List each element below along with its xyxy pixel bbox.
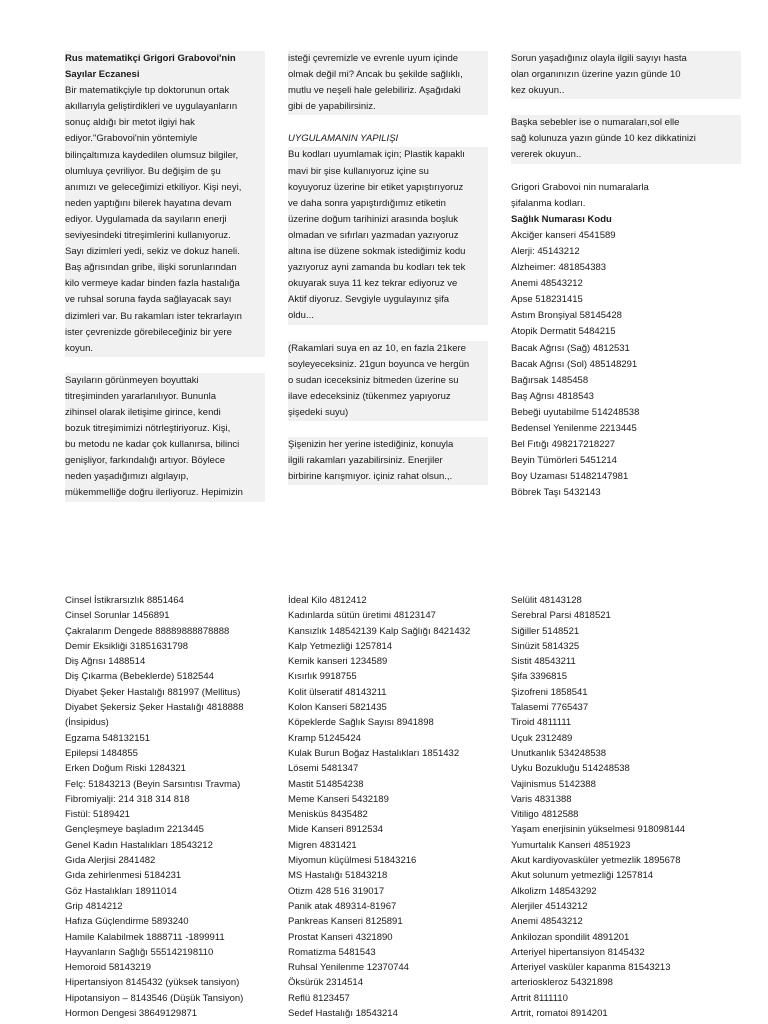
list-item: Erken Doğum Riski 1284321 [65, 763, 186, 775]
organ-paragraph [511, 51, 741, 99]
list-item: Diş Ağrısı 1488514 [65, 656, 146, 668]
list-item: Reflü 8123457 [288, 992, 350, 1004]
list-item: Hamile Kalabilmek 1888711 -1899911 [65, 931, 225, 943]
list-item: Otizm 428 516 319017 [288, 885, 385, 897]
text-line: akıllarıyla geliştirdikleri ve uygulayanların [65, 99, 265, 115]
list-item: Diş Çıkarma (Bebeklerde) 5182544 [65, 671, 214, 683]
list-item: Kolon Kanseri 5821435 [288, 702, 387, 714]
list-item: Şizofreni 1858541 [511, 686, 588, 698]
text-line: Aktif diyoruz. Sevgiyle uygulayınız şifa [288, 292, 488, 308]
text-line: altına ise düzene sokmak istediğimiz kodu [288, 244, 488, 260]
list-item: Alkolizm 148543292 [511, 885, 597, 897]
list-item: Hayvanların Sağlığı 555142198110 [65, 946, 214, 958]
text-line: Sayıların görünmeyen boyuttaki [65, 373, 265, 389]
list-item: Akciğer kanseri 4541589 [511, 229, 616, 241]
text-line: şifalanma kodları. [511, 197, 586, 209]
list-item: Şifa 3396815 [511, 671, 567, 683]
list-item: Kadınlarda sütün üretimi 48123147 [288, 610, 436, 622]
dosage-paragraph [288, 341, 488, 421]
column-3-bottom-list [511, 593, 741, 1021]
intro-title [65, 51, 265, 83]
application-paragraph [288, 147, 488, 324]
text-line: neden yaşadığımızı algılayıp, [65, 469, 265, 485]
list-item: Gıda Alerjisi 2841482 [65, 855, 156, 867]
list-heading: Sağlık Numarası Kodu [511, 213, 612, 225]
list-item: Mastit 514854238 [288, 778, 364, 790]
list-item: Kalp Yetmezliği 1257814 [288, 640, 393, 652]
text-line: ister çevrenizde görebileceğiniz bir yere [65, 325, 265, 341]
text-line: o sudan iceceksiniz bitmeden üzerine su [288, 373, 488, 389]
list-item: Ankilozan spondilit 4891201 [511, 931, 630, 943]
list-item: Arteriyel hipertansiyon 8145432 [511, 946, 645, 958]
list-item: Egzama 548132151 [65, 732, 151, 744]
list-item: Romatizma 5481543 [288, 946, 376, 958]
list-item: Epilepsi 1484855 [65, 747, 138, 759]
list-item: Bağırsak 1485458 [511, 374, 589, 386]
text-line: sağ kolunuza yazın günde 10 kez dikkatinizi [511, 131, 741, 147]
list-item: Köpeklerde Sağlık Sayısı 8941898 [288, 717, 434, 729]
text-line: (Rakamlari suya en az 10, en fazla 21kere [288, 341, 488, 357]
list-item: Atopik Dermatit 5484215 [511, 326, 616, 338]
list-item: Hipotansiyon – 8143546 (Düşük Tansiyon) [65, 992, 244, 1004]
list-item: Fibromiyalji: 214 318 314 818 [65, 793, 190, 805]
application-section [288, 131, 488, 147]
text-line: dizimleri var. Bu rakamları ister tekrarlayın [65, 309, 265, 325]
list-item: (İnsipidus) [65, 717, 109, 729]
list-item: Anemi 48543212 [511, 278, 583, 290]
text-line: olan organınızın üzerine yazın günde 10 [511, 67, 741, 83]
list-item: Alerji: 45143212 [511, 245, 580, 257]
list-item: Panik atak 489314-81967 [288, 900, 397, 912]
list-item: Arteriyel vasküler kapanma 81543213 [511, 962, 671, 974]
list-item: Uçuk 2312489 [511, 732, 573, 744]
list-item: Sedef Hastalığı 18543214 [288, 1008, 398, 1020]
list-item: Kramp 51245424 [288, 732, 361, 744]
list-item: Boy Uzaması 51482147981 [511, 471, 629, 483]
list-item: Migren 4831421 [288, 839, 357, 851]
list-item: Artrit 8111110 [511, 992, 568, 1004]
list-item: Bedensel Yenilenme 2213445 [511, 422, 637, 434]
list-item: Vitiligo 4812588 [511, 809, 579, 821]
list-item: Pankreas Kanseri 8125891 [288, 916, 403, 928]
list-item: Baş Ağrısı 4818543 [511, 390, 594, 402]
text-line: anımızı ve geleceğimizi etkiliyor. Kişi neyi, [65, 180, 265, 196]
text-line: titreşiminden yararlanılıyor. Bununla [65, 389, 265, 405]
text-line: kilo vermeye kadar binden fazla hastalığa [65, 276, 265, 292]
list-item: Kemik kanseri 1234589 [288, 656, 388, 668]
column-2-top [288, 51, 488, 501]
text-line: zihinsel olarak iletişime girince, kendi [65, 405, 265, 421]
text-line: ve daha sonra yapıştırdığımız etiketin [288, 196, 488, 212]
text-line: ilgili rakamları yazabilirsiniz. Enerjiler [288, 453, 488, 469]
text-line: koyuyoruz üzerine bir etiket yapıştırıyoruz [288, 180, 488, 196]
list-item: Lösemi 5481347 [288, 763, 359, 775]
text-line: mavi bir şise kullanıyoruz içine su [288, 164, 488, 180]
list-item: Hemoroid 58143219 [65, 962, 152, 974]
text-line: koyun. [65, 341, 265, 357]
text-line: Bir matematikçiyle tıp doktorunun ortak [65, 83, 265, 99]
text-line: okuyarak suya 11 kez tekrar ediyoruz ve [288, 276, 488, 292]
list-item: Miyomun küçülmesi 51843216 [288, 855, 417, 867]
list-item: Alerjiler 45143212 [511, 900, 588, 912]
text-line: seviyesindeki titreşimlerini kullanıyoruz. [65, 228, 265, 244]
list-item: Menisküs 8435482 [288, 809, 368, 821]
text-line: isteği çevremizle ve evrenle uyum içinde [288, 51, 488, 67]
title-line: Sayılar Eczanesi [65, 67, 265, 83]
text-line: bozuk titreşimimizi nötrleştiriyoruz. Kişi, [65, 421, 265, 437]
list-item: Apse 518231415 [511, 294, 583, 306]
list-item: Anemi 48543212 [511, 916, 583, 928]
list-item: Sinüzit 5814325 [511, 640, 580, 652]
list-item: Akut kardiyovasküler yetmezlik 1895678 [511, 855, 681, 867]
list-item: Gıda zehirlenmesi 5184231 [65, 870, 182, 882]
text-line: ve ruhsal soruna fayda sağlayacak sayı [65, 292, 265, 308]
list-item: Göz Hastalıkları 18911014 [65, 885, 177, 897]
text-line: üzerine doğum tarihinizi arasında boşluk [288, 212, 488, 228]
text-line: Sorun yaşadığınız olayla ilgili sayıyı hasta [511, 51, 741, 67]
list-item: Demir Eksikliği 31851631798 [65, 640, 189, 652]
list-item: İdeal Kilo 4812412 [288, 595, 367, 606]
list-item: Bacak Ağrısı (Sol) 485148291 [511, 358, 638, 370]
list-item: Bebeği uyutabilme 514248538 [511, 406, 640, 418]
list-item: Talasemi 7765437 [511, 702, 589, 714]
section-heading: UYGULAMANIN YAPILIŞI [288, 133, 399, 145]
text-line: olumluya çevriliyor. Bu değişim de şu [65, 164, 265, 180]
list-item: Hafıza Güçlendirme 5893240 [65, 916, 189, 928]
text-line: bilinçaltımıza kaydedilen olumsuz bilgiler, [65, 148, 265, 164]
column-1-bottom-list [65, 593, 265, 1021]
list-item: Ruhsal Yenilenme 12370744 [288, 962, 409, 974]
text-line: mükemmelliğe doğru ilerliyoruz. Hepimizin [65, 485, 265, 501]
text-line: ilave edeceksiniz (tükenmez yapıyoruz [288, 389, 488, 405]
list-item: MS Hastalığı 51843218 [288, 870, 388, 882]
list-item: Cinsel İstikrarsızlık 8851464 [65, 595, 184, 606]
harmony-paragraph [288, 51, 488, 115]
text-line: şişedeki suyu) [288, 405, 488, 421]
list-item: Kolit ülseratif 48143211 [288, 686, 387, 698]
text-line: Bu kodları uyumlamak için; Plastik kapaklı [288, 147, 488, 163]
title-line: Rus matematikçi Grigori Grabovoi'nin [65, 51, 265, 67]
list-item: Selülit 48143128 [511, 595, 582, 606]
list-item: Böbrek Taşı 5432143 [511, 487, 601, 499]
arm-paragraph [511, 115, 741, 163]
text-line: ediyor. Uygulamada da sayıların enerji [65, 212, 265, 228]
text-line: bu metodu ne kadar çok kullanırsa, bilinci [65, 437, 265, 453]
list-item: Diyabet Şekersiz Şeker Hastalığı 4818888 [65, 702, 244, 714]
text-line: neden yaptığını bilerek hayatına devam [65, 196, 265, 212]
text-line: kez okuyun.. [511, 83, 741, 99]
list-item: Bel Fıtığı 498217218227 [511, 439, 616, 451]
list-item: Sistit 48543211 [511, 656, 576, 668]
text-line: vererek okuyun.. [511, 147, 741, 163]
list-item: Akut solunum yetmezliği 1257814 [511, 870, 654, 882]
list-item: Serebral Parsi 4818521 [511, 610, 611, 622]
list-item: Felç: 51843213 (Beyin Sarsıntısı Travma) [65, 778, 241, 790]
text-line: sonuç aldığı bir metot ilgiyi hak [65, 115, 265, 131]
text-line: soyleyeceksiniz. 21gun boyunca ve hergün [288, 357, 488, 373]
list-item: Bacak Ağrısı (Sağ) 4812531 [511, 342, 630, 354]
list-item: Öksürük 2314514 [288, 977, 363, 989]
list-item: Meme Kanseri 5432189 [288, 793, 389, 805]
list-item: Cinsel Sorunlar 1456891 [65, 610, 170, 622]
list-item: Varis 4831388 [511, 793, 572, 805]
codes-intro [511, 180, 741, 228]
list-item: Kısırlık 9918755 [288, 671, 357, 683]
list-item: Astım Bronşiyal 58145428 [511, 310, 622, 322]
list-item: Hipertansiyon 8145432 (yüksek tansiyon) [65, 977, 240, 989]
list-item: Mide Kanseri 8912534 [288, 824, 384, 836]
intro-paragraph [65, 83, 265, 357]
list-item: Tiroid 4811111 [511, 717, 572, 729]
code-list [511, 228, 741, 502]
text-line: oldu... [288, 308, 488, 324]
list-item: Kansızlık 148542139 Kalp Sağlığı 8421432 [288, 625, 471, 637]
list-item: Yaşam enerjisinin yükselmesi 918098144 [511, 824, 686, 836]
text-line: Şişenizin her yerine istediğiniz, konuyla [288, 437, 488, 453]
list-item: Grip 4814212 [65, 900, 123, 912]
text-line: olmak değil mi? Ancak bu şekilde sağlıklı, [288, 67, 488, 83]
list-item: Gençleşmeye başladım 2213445 [65, 824, 204, 836]
list-item: Alzheimer: 481854383 [511, 262, 607, 274]
text-line: Sayı dizimleri yedi, sekiz ve dokuz haneli. [65, 244, 265, 260]
list-item: Yumurtalık Kanseri 4851923 [511, 839, 631, 851]
text-line: olmadan ve sıfırları yazmadan yazıyoruz [288, 228, 488, 244]
text-line: yazıyoruz ayni zamanda bu kodları tek tek [288, 260, 488, 276]
bottle-paragraph [288, 437, 488, 485]
text-line: ediyor."Grabovoi'nin yöntemiyle [65, 131, 265, 147]
text-line: birbirine karışmıyor. içiniz rahat olsun.,. [288, 469, 488, 485]
text-line: Grigori Grabovoi nin numaralarla [511, 181, 649, 193]
list-item: Çakralarım Dengede 88889888878888 [65, 625, 230, 637]
list-item: Artrit, romatoi 8914201 [511, 1008, 608, 1020]
list-item: Genel Kadın Hastalıkları 18543212 [65, 839, 213, 851]
list-item: Unutkanlık 534248538 [511, 747, 607, 759]
column-1-top [65, 51, 265, 518]
list-item: Hormon Dengesi 38649129871 [65, 1008, 198, 1020]
list-item: arterioskleroz 54321898 [511, 977, 613, 989]
list-item: Prostat Kanseri 4321890 [288, 931, 393, 943]
list-item: Beyin Tümörleri 5451214 [511, 455, 617, 467]
column-3-top [511, 51, 741, 501]
text-line: Başka sebebler ise o numaraları,sol elle [511, 115, 741, 131]
list-item: Siğiller 5148521 [511, 625, 580, 637]
list-item: Diyabet Şeker Hastalığı 881997 (Mellitus) [65, 686, 241, 698]
list-item: Uyku Bozukluğu 514248538 [511, 763, 630, 775]
text-line: genişliyor, farkındalığı artıyor. Böylece [65, 453, 265, 469]
list-item: Kulak Burun Boğaz Hastalıkları 1851432 [288, 747, 460, 759]
text-line: mutlu ve neşeli hale gelebiliriz. Aşağıdaki [288, 83, 488, 99]
list-item: Vajinismus 5142388 [511, 778, 596, 790]
column-2-bottom-list [288, 593, 488, 1021]
list-item: Fistül: 5189421 [65, 809, 130, 821]
text-line: gibi de yapabilirsiniz. [288, 99, 488, 115]
vibration-paragraph [65, 373, 265, 502]
text-line: Baş ağrısından gribe, ilişki sorunlarından [65, 260, 265, 276]
